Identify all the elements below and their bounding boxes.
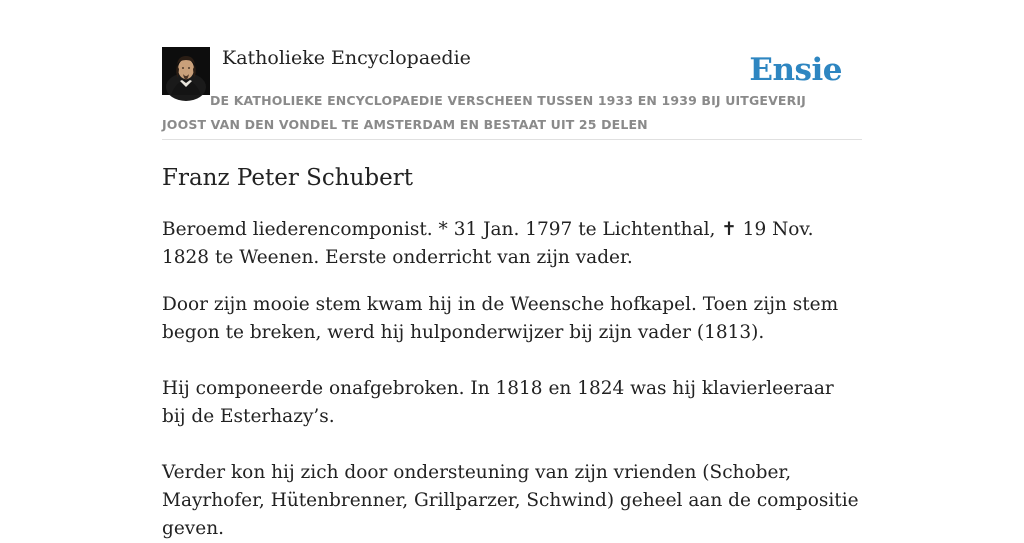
header-divider: [162, 139, 862, 140]
article-title: Franz Peter Schubert: [162, 165, 413, 191]
article-paragraph: Door zijn mooie stem kwam hij in de Weensche hofkapel. Toen zijn stem begon te breken, werd hij hulponderwijzer bij zijn vader (1813).: [162, 294, 839, 343]
portrait-avatar-icon: [162, 47, 210, 95]
article-paragraph: Hij componeerde onafgebroken. In 1818 en 1824 was hij klavierleeraar bij de Esterhazy’s.: [162, 378, 834, 427]
source-title[interactable]: Katholieke Encyclopaedie: [222, 47, 471, 69]
source-description: DE KATHOLIEKE ENCYCLOPAEDIE VERSCHEEN TUSSEN 1933 EN 1939 BIJ UITGEVERIJ JOOST VAN DEN VONDEL TE AMSTERDAM EN BESTAAT UIT 25 DELEN: [162, 93, 806, 132]
article-paragraph: Beroemd liederencomponist. * 31 Jan. 1797 te Lichtenthal, ✝ 19 Nov. 1828 te Weenen. Eerste onderricht van zijn vader.: [162, 219, 814, 268]
article-body: [162, 216, 862, 543]
source-avatar[interactable]: [162, 47, 210, 95]
ensie-logo[interactable]: Ensie: [749, 52, 842, 88]
article-paragraph: Verder kon hij zich door ondersteuning van zijn vrienden (Schober, Mayrhofer, Hütenbrenner, Grillparzer, Schwind) geheel aan de compositie geven.: [162, 462, 859, 539]
